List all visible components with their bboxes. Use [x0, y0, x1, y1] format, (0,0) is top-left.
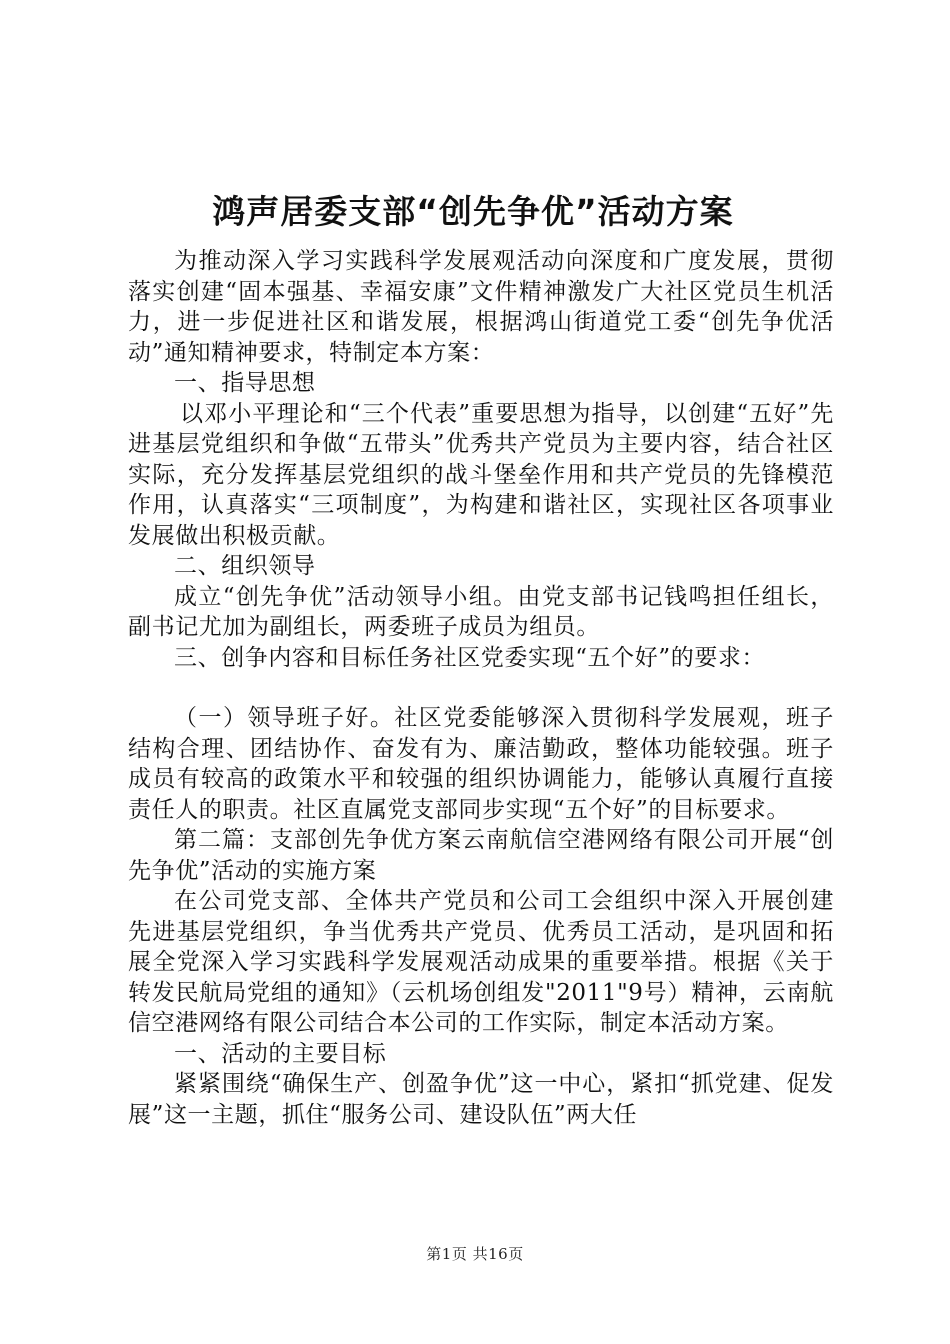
document-title: 鸿声居委支部“创先争优”活动方案	[212, 192, 734, 231]
section-heading: 三、创争内容和目标任务社区党委实现“五个好”的要求：	[174, 644, 766, 671]
page-footer: 第1页 共16页	[426, 1245, 524, 1263]
body-paragraph: 成立“创先争优”活动领导小组。由党支部书记钱鸣担任组长，副书记尤加为副组长，两委班子成员为组员。	[128, 583, 834, 640]
body-paragraph: （一）领导班子好。社区党委能够深入贯彻科学发展观，班子结构合理、团结协作、奋发有为、廉洁勤政，整体功能较强。班子成员有较高的政策水平和较强的组织协调能力，能够认真履行直接责任人的职责。社区直属党支部同步实现“五个好”的目标要求。	[128, 705, 834, 823]
section-heading: 二、组织领导	[174, 553, 316, 579]
body-paragraph: 以邓小平理论和“三个代表”重要思想为指导，以创建“五好”先进基层党组织和争做“五带头”优秀共产党员为主要内容，结合社区实际，充分发挥基层党组织的战斗堡垒作用和共产党员的先锋模范作用，认真落实“三项制度”，为构建和谐社区，实现社区各项事业发展做出积极贡献。	[128, 400, 834, 549]
body-paragraph: 在公司党支部、全体共产党员和公司工会组织中深入开展创建先进基层党组织，争当优秀共产党员、优秀员工活动，是巩固和拓展全党深入学习实践科学发展观活动成果的重要举措。根据《关于转发民航局党组的通知》（云机场创组发"2011"9号）精神，云南航信空港网络有限公司结合本公司的工作实际，制定本活动方案。	[128, 888, 834, 1036]
intro-paragraph: 为推动深入学习实践科学发展观活动向深度和广度发展，贯彻落实创建“固本强基、幸福安康”文件精神激发广大社区党员生机活力，进一步促进社区和谐发展，根据鸿山街道党工委“创先争优活动”通知精神要求，特制定本方案：	[128, 248, 834, 366]
document-page	[128, 180, 834, 1130]
section-heading: 一、活动的主要目标	[174, 1040, 387, 1067]
document-body	[128, 246, 834, 1130]
chapter-heading: 第二篇：支部创先争优方案云南航信空港网络有限公司开展“创先争优”活动的实施方案	[128, 827, 834, 884]
section-heading: 一、指导思想	[174, 370, 316, 396]
body-paragraph: 紧紧围绕“确保生产、创盈争优”这一中心，紧扣“抓党建、促发展”这一主题，抓住“服务公司、建设队伍”两大任	[128, 1071, 834, 1128]
blank-line	[128, 673, 834, 703]
